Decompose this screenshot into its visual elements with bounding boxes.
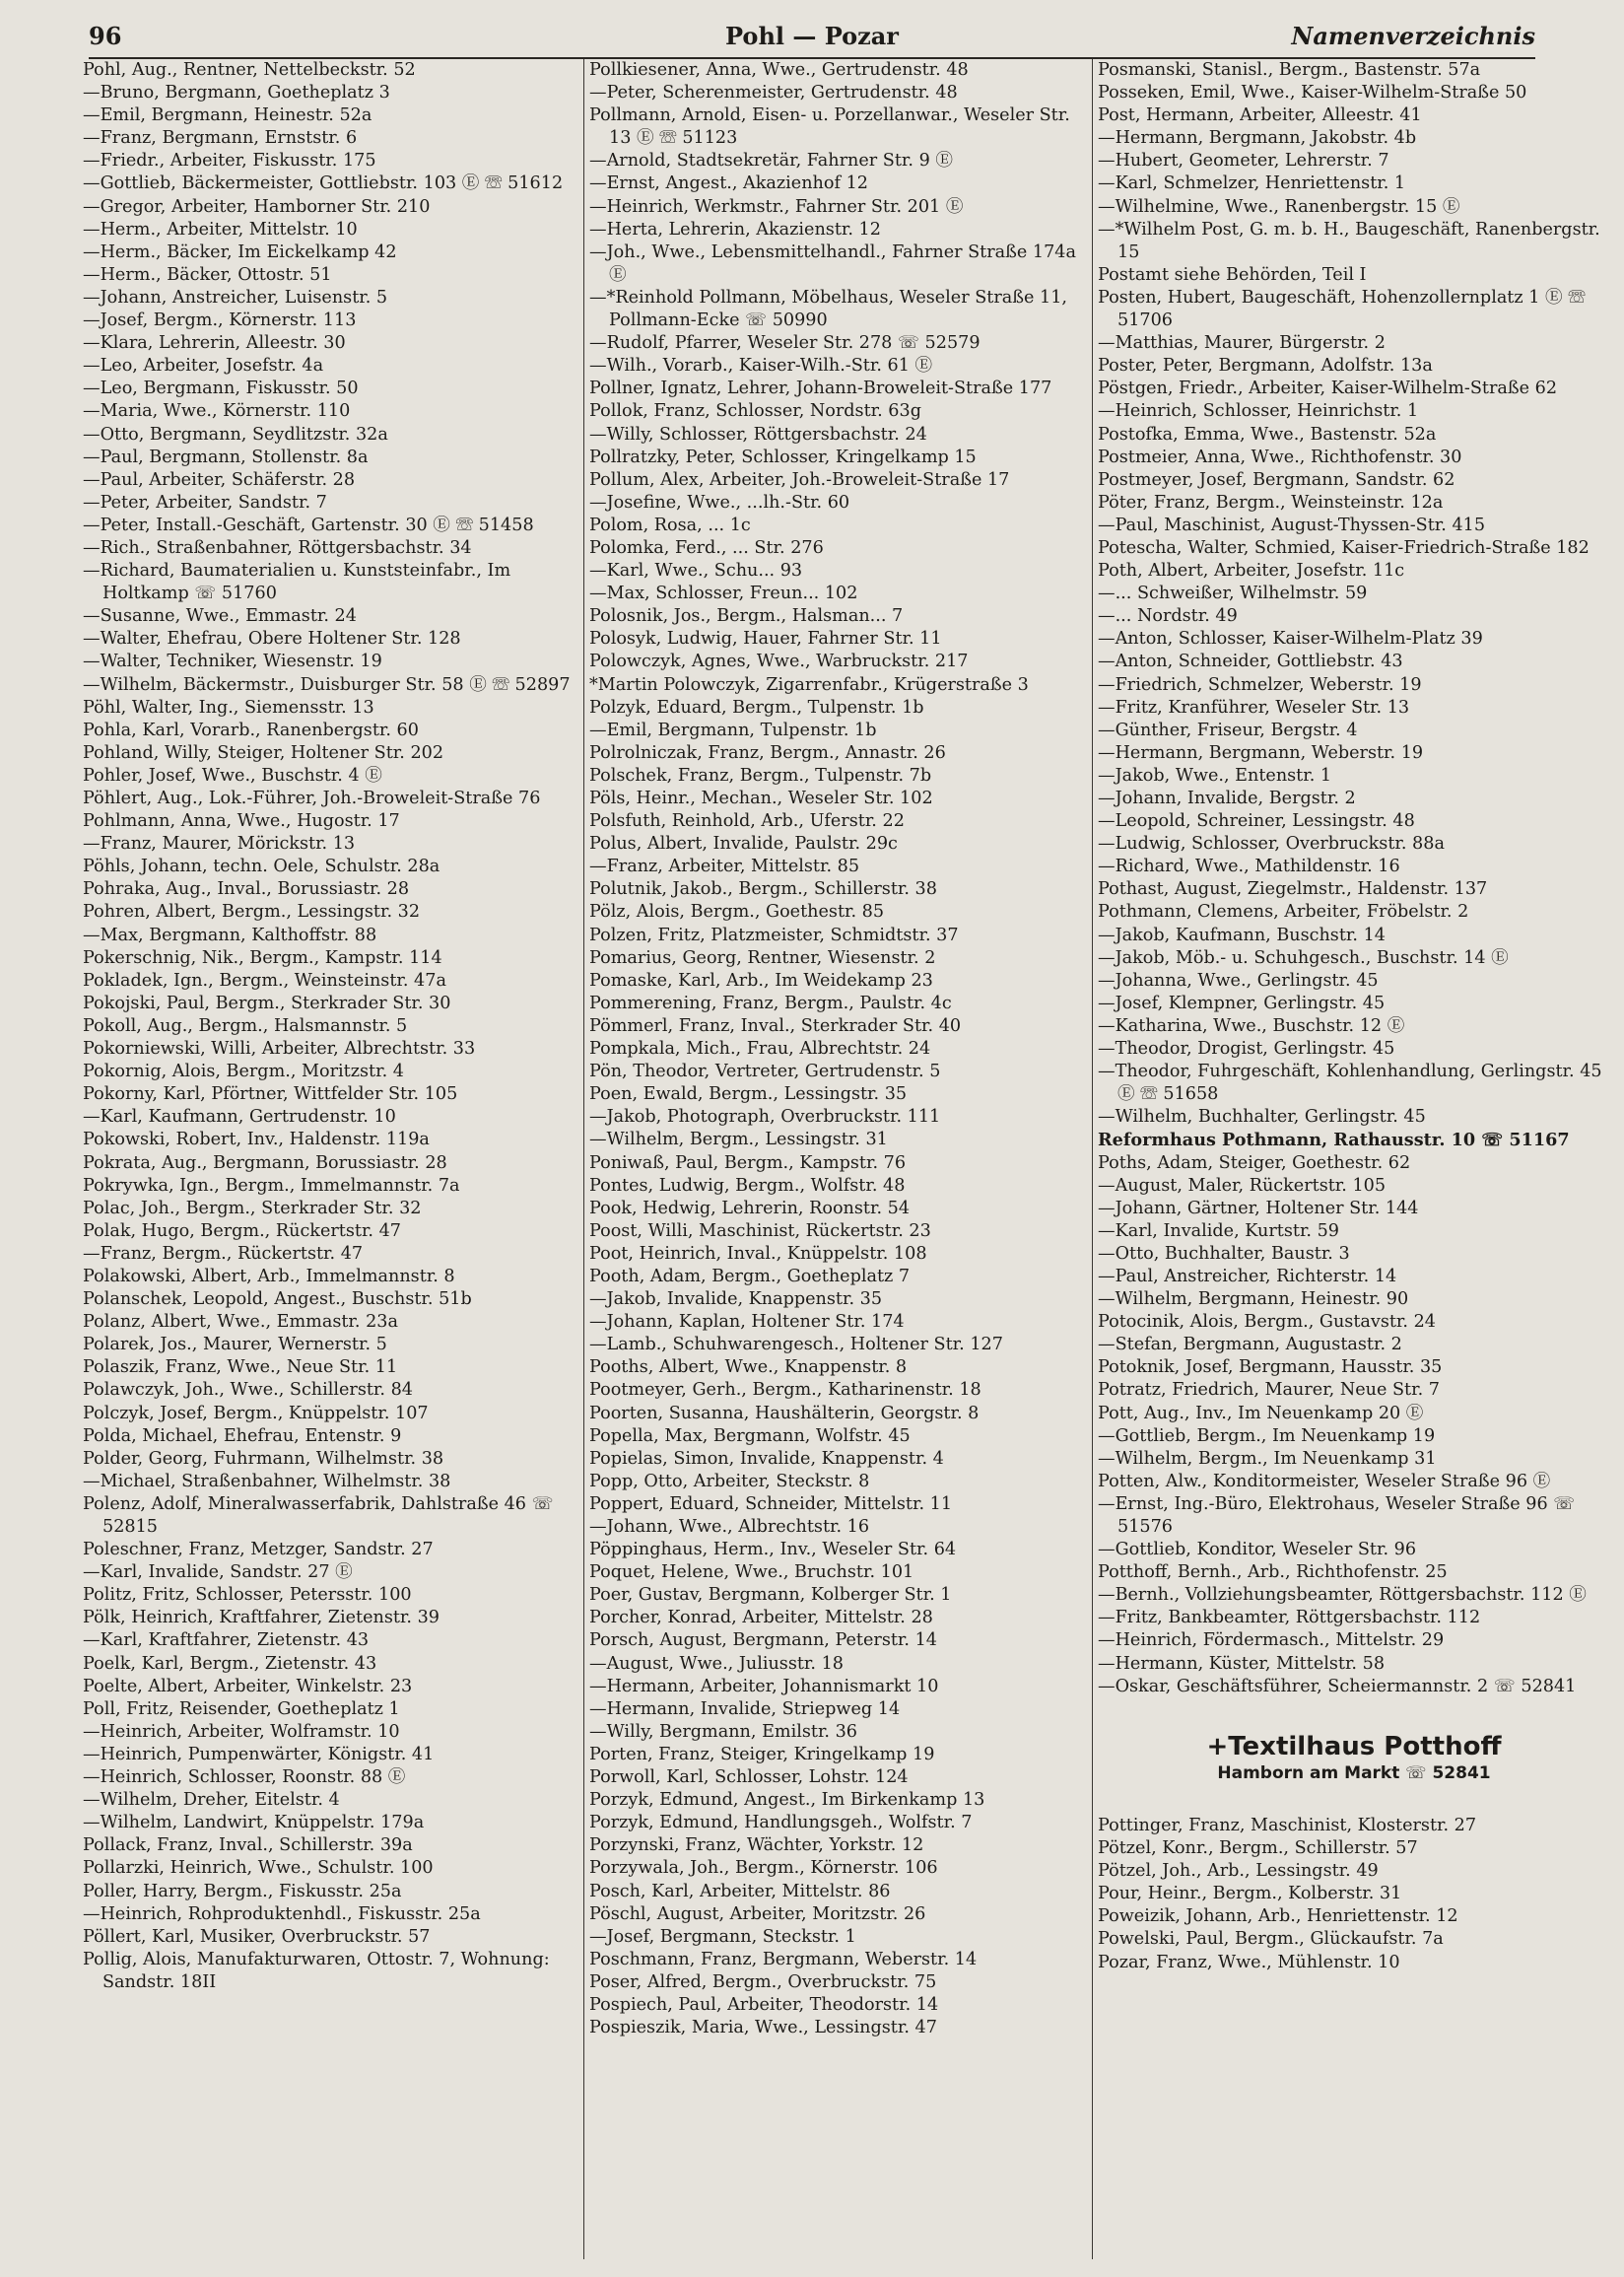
directory-entry: —August, Wwe., Juliusstr. 18 [589,1653,844,1674]
directory-entry: Pöschl, August, Arbeiter, Moritzstr. 26 [589,1903,926,1924]
directory-entry: Polda, Michael, Ehefrau, Entenstr. 9 [83,1425,402,1446]
directory-entry: —Stefan, Bergmann, Augustastr. 2 [1098,1335,1402,1355]
directory-entry: Popella, Max, Bergmann, Wolfstr. 45 [589,1425,911,1446]
directory-entry: Porzyk, Edmund, Angest., Im Birkenkamp 13 [589,1790,985,1811]
directory-entry: *Martin Polowczyk, Zigarrenfabr., Krügerstraße 3 [589,674,1029,695]
directory-entry: Potoknik, Josef, Bergmann, Hausstr. 35 [1098,1357,1443,1378]
directory-entry: Postamt siehe Behörden, Teil I [1098,264,1367,285]
directory-entry: —Wilhelm, Landwirt, Knüppelstr. 179a [83,1813,425,1833]
directory-entry: —Friedr., Arbeiter, Fiskusstr. 175 [83,151,376,172]
directory-entry: —Emil, Bergmann, Tulpenstr. 1b [589,720,877,740]
directory-entry: Polanschek, Leopold, Angest., Buschstr. 51b [83,1289,472,1310]
directory-entry: —Ernst, Ing.-Büro, Elektrohaus, Weseler Straße 96 ☏ 51576 [1098,1493,1576,1537]
directory-entry: Pommerening, Franz, Bergm., Paulstr. 4c [589,993,952,1013]
directory-entry: —Karl, Kraftfahrer, Zietenstr. 43 [83,1630,370,1651]
directory-entry: —Karl, Schmelzer, Henriettenstr. 1 [1098,173,1406,194]
directory-entry: Poth, Albert, Arbeiter, Josefstr. 11c [1098,561,1405,582]
directory-entry: Post, Hermann, Arbeiter, Alleestr. 41 [1098,105,1422,126]
directory-entry: Polarek, Jos., Maurer, Wernerstr. 5 [83,1335,387,1355]
directory-entry: Pollratzky, Peter, Schlosser, Kringelkamp 15 [589,447,977,467]
directory-entry: —Bruno, Bergmann, Goetheplatz 3 [83,83,390,104]
directory-entry: Postmeyer, Josef, Bergmann, Sandstr. 62 [1098,469,1455,490]
directory-entry: Polac, Joh., Bergm., Sterkrader Str. 32 [83,1198,422,1218]
directory-entry: Porzywala, Joh., Bergm., Körnerstr. 106 [589,1858,938,1879]
directory-entry: —Herm., Arbeiter, Mittelstr. 10 [83,219,358,240]
directory-entry: —Richard, Baumaterialien u. Kunststeinfabr., Im Holtkamp ☏ 51760 [83,561,511,604]
directory-entry: Pokrywka, Ign., Bergm., Immelmannstr. 7a [83,1175,460,1196]
directory-entry: —Jakob, Möb.- u. Schuhgesch., Buschstr. 14 Ⓔ [1098,947,1509,968]
column-1 [83,59,581,2257]
directory-entry: Poquet, Helene, Wwe., Bruchstr. 101 [589,1562,914,1583]
directory-entry: —Emil, Bergmann, Heinestr. 52a [83,105,372,126]
directory-entry: —Wilhelm, Bergm., Im Neuenkamp 31 [1098,1448,1437,1469]
directory-entry: —Johann, Anstreicher, Luisenstr. 5 [83,287,388,308]
directory-entry: Potratz, Friedrich, Maurer, Neue Str. 7 [1098,1380,1440,1401]
directory-entry: —Heinrich, Schlosser, Roonstr. 88 Ⓔ [83,1767,406,1788]
directory-entry: —Rudolf, Pfarrer, Weseler Str. 278 ☏ 52579 [589,333,981,354]
directory-entry: Pötzel, Konr., Bergm., Schillerstr. 57 [1098,1838,1418,1859]
directory-entry: Poleschner, Franz, Metzger, Sandstr. 27 [83,1540,434,1560]
directory-entry: Pön, Theodor, Vertreter, Gertrudenstr. 5 [589,1062,941,1082]
directory-entry: —Franz, Arbeiter, Mittelstr. 85 [589,857,860,877]
directory-entry: —Hermann, Bergmann, Jakobstr. 4b [1098,128,1417,149]
directory-entry: Pöls, Heinr., Mechan., Weseler Str. 102 [589,789,933,808]
directory-entry: Poster, Peter, Bergmann, Adolfstr. 13a [1098,356,1433,377]
section-title: Namenverzeichnis [1291,22,1535,50]
directory-entry: Potthoff, Bernh., Arb., Richthofenstr. 25 [1098,1562,1448,1583]
directory-entry: —Max, Schlosser, Freun... 102 [589,584,858,604]
directory-entry: —Josef, Bergm., Körnerstr. 113 [83,310,357,331]
directory-entry: Potescha, Walter, Schmied, Kaiser-Friedrich-Straße 182 [1098,537,1590,558]
directory-entry: —Günther, Friseur, Bergstr. 4 [1098,720,1358,740]
directory-entry: Pollkiesener, Anna, Wwe., Gertrudenstr. 48 [589,60,969,80]
directory-entry: Poorten, Susanna, Haushälterin, Georgstr. 8 [589,1403,980,1423]
directory-entry: Poweizik, Johann, Arb., Henriettenstr. 12 [1098,1906,1458,1927]
directory-entry: Pomarius, Georg, Rentner, Wiesenstr. 2 [589,947,936,968]
directory-entry: Poths, Adam, Steiger, Goethestr. 62 [1098,1152,1411,1173]
directory-entry: —Johann, Kaplan, Holtener Str. 174 [589,1312,905,1333]
directory-entry: Popielas, Simon, Invalide, Knappenstr. 4 [589,1448,944,1469]
directory-entry: —Johann, Invalide, Bergstr. 2 [1098,789,1356,808]
directory-entry: Pöhlert, Aug., Lok.-Führer, Joh.-Broweleit-Straße 76 [83,789,541,808]
directory-entry: Pour, Heinr., Bergm., Kolberstr. 31 [1098,1884,1402,1904]
directory-entry: —Gottlieb, Bäckermeister, Gottliebstr. 103 Ⓔ ☏ 51612 [83,173,564,194]
directory-entry: —Willy, Schlosser, Röttgersbachstr. 24 [589,424,927,445]
directory-entry: —Wilhelm, Bergmann, Heinestr. 90 [1098,1289,1409,1310]
directory-entry: —Friedrich, Schmelzer, Weberstr. 19 [1098,674,1422,695]
directory-entry: Polzyk, Eduard, Bergm., Tulpenstr. 1b [589,697,924,718]
directory-entry: Popp, Otto, Arbeiter, Steckstr. 8 [589,1471,870,1491]
ad-subtitle: Hamborn am Markt ☏ 52841 [1217,1762,1491,1783]
directory-entry: Pomaske, Karl, Arb., Im Weidekamp 23 [589,970,933,991]
directory-entry: —Josef, Klempner, Gerlingstr. 45 [1098,993,1386,1013]
directory-entry: —Heinrich, Rohproduktenhdl., Fiskusstr. 25a [83,1903,481,1924]
directory-entry: Polczyk, Josef, Bergm., Knüppelstr. 107 [83,1403,429,1423]
directory-entry: Poll, Fritz, Reisender, Goetheplatz 1 [83,1698,400,1719]
directory-entry: —Karl, Invalide, Kurtstr. 59 [1098,1220,1339,1241]
directory-entry: Pootmeyer, Gerh., Bergm., Katharinenstr. 18 [589,1380,981,1401]
directory-entry: Pothmann, Clemens, Arbeiter, Fröbelstr. 2 [1098,902,1469,923]
directory-entry: —Karl, Kaufmann, Gertrudenstr. 10 [83,1107,396,1128]
directory-entry: Pospieszik, Maria, Wwe., Lessingstr. 47 [589,2018,937,2038]
directory-entry: —Willy, Bergmann, Emilstr. 36 [589,1721,857,1742]
directory-entry: —Anton, Schneider, Gottliebstr. 43 [1098,652,1403,672]
directory-entry: —Hermann, Bergmann, Weberstr. 19 [1098,742,1424,763]
directory-entry: Pöppinghaus, Herm., Inv., Weseler Str. 64 [589,1540,957,1560]
directory-entry: Pothast, August, Ziegelmstr., Haldenstr. 137 [1098,879,1488,900]
directory-entry: Poller, Harry, Bergm., Fiskusstr. 25a [83,1881,402,1901]
directory-entry: —Paul, Arbeiter, Schäferstr. 28 [83,469,356,490]
directory-entry: —Michael, Straßenbahner, Wilhelmstr. 38 [83,1471,451,1491]
directory-entry: —Walter, Techniker, Wiesenstr. 19 [83,652,382,672]
directory-entry: —Johann, Gärtner, Holtener Str. 144 [1098,1198,1419,1218]
directory-entry: Poost, Willi, Maschinist, Rückertstr. 23 [589,1220,931,1241]
directory-entry: —Leo, Arbeiter, Josefstr. 4a [83,356,324,377]
directory-entry: —Fritz, Bankbeamter, Röttgersbachstr. 112 [1098,1608,1481,1628]
directory-entry: Pontes, Ludwig, Bergm., Wolfstr. 48 [589,1175,906,1196]
directory-entry: Poelte, Albert, Arbeiter, Winkelstr. 23 [83,1676,413,1696]
directory-entry: Pokorniewski, Willi, Arbeiter, Albrechtstr. 33 [83,1039,476,1060]
directory-entry: —Walter, Ehefrau, Obere Holtener Str. 128 [83,629,461,650]
column-3 [1098,59,1610,2257]
directory-entry: —Jakob, Kaufmann, Buschstr. 14 [1098,925,1386,945]
directory-entry: —*Reinhold Pollmann, Möbelhaus, Weseler Straße 11, Pollmann-Ecke ☏ 50990 [589,287,1067,331]
directory-entry: Poot, Heinrich, Inval., Knüppelstr. 108 [589,1243,927,1264]
directory-entry: Polawczyk, Joh., Wwe., Schillerstr. 84 [83,1380,413,1401]
directory-entry: Pollmann, Arnold, Eisen- u. Porzellanwar., Weseler Str. 13 Ⓔ ☏ 51123 [589,105,1070,149]
directory-entry: Pozar, Franz, Wwe., Mühlenstr. 10 [1098,1952,1400,1972]
directory-entry: Polutnik, Jakob., Bergm., Schillerstr. 38 [589,879,937,900]
directory-entry: Pöllert, Karl, Musiker, Overbruckstr. 57 [83,1926,431,1947]
directory-entry: Polosyk, Ludwig, Hauer, Fahrner Str. 11 [589,629,942,650]
directory-entry: Pöhls, Johann, techn. Oele, Schulstr. 28a [83,857,440,877]
directory-entry: —Oskar, Geschäftsführer, Scheiermannstr. 2 ☏ 52841 [1098,1676,1577,1696]
directory-entry: —Leopold, Schreiner, Lessingstr. 48 [1098,811,1415,832]
column-3-entries-continued [1098,1815,1610,1974]
directory-entry: —Herm., Bäcker, Ottostr. 51 [83,264,332,285]
directory-entry: —Jakob, Wwe., Entenstr. 1 [1098,765,1332,786]
directory-entry: Pohler, Josef, Wwe., Buschstr. 4 Ⓔ [83,765,382,786]
directory-entry: —Herta, Lehrerin, Akazienstr. 12 [589,219,881,240]
directory-entry: Pollok, Franz, Schlosser, Nordstr. 63g [589,401,921,422]
directory-entry: —Heinrich, Arbeiter, Wolframstr. 10 [83,1721,400,1742]
directory-entry: —Otto, Bergmann, Seydlitzstr. 32a [83,424,388,445]
directory-entry: —Peter, Scherenmeister, Gertrudenstr. 48 [589,83,958,104]
directory-entry: —Richard, Wwe., Mathildenstr. 16 [1098,857,1400,877]
directory-entry: Pöter, Franz, Bergm., Weinsteinstr. 12a [1098,492,1444,513]
directory-entry: —Ludwig, Schlosser, Overbruckstr. 88a [1098,834,1445,855]
directory-entry: Pohraka, Aug., Inval., Borussiastr. 28 [83,879,410,900]
directory-entry: Pöstgen, Friedr., Arbeiter, Kaiser-Wilhelm-Straße 62 [1098,379,1558,399]
column-2 [589,59,1090,2257]
directory-entry: Pooth, Adam, Bergm., Goetheplatz 7 [589,1266,911,1286]
directory-entry: —Klara, Lehrerin, Alleestr. 30 [83,333,346,354]
directory-entry: —Franz, Bergm., Rückertstr. 47 [83,1243,364,1264]
directory-entry: Polzen, Fritz, Platzmeister, Schmidtstr. 37 [589,925,959,945]
directory-entry: —Heinrich, Werkmstr., Fahrner Str. 201 Ⓔ [589,196,964,217]
directory-entry: Potocinik, Alois, Bergm., Gustavstr. 24 [1098,1312,1436,1333]
directory-entry: Poschmann, Franz, Bergmann, Weberstr. 14 [589,1949,978,1969]
directory-entry: Polomka, Ferd., ... Str. 276 [589,537,824,558]
directory-entry: —Theodor, Fuhrgeschäft, Kohlenhandlung, Gerlingstr. 45 Ⓔ ☏ 51658 [1098,1062,1602,1105]
directory-entry: Poen, Ewald, Bergm., Lessingstr. 35 [589,1084,908,1105]
directory-entry: Polom, Rosa, ... 1c [589,515,751,535]
directory-entry: —Gregor, Arbeiter, Hamborner Str. 210 [83,196,431,217]
directory-entry: Poppert, Eduard, Schneider, Mittelstr. 11 [589,1493,953,1514]
directory-entry: Pokladek, Ign., Bergm., Weinsteinstr. 47a [83,970,446,991]
directory-entry: —Peter, Install.-Geschäft, Gartenstr. 30 Ⓔ ☏ 51458 [83,515,534,535]
directory-entry: Pollum, Alex, Arbeiter, Joh.-Broweleit-Straße 17 [589,469,1010,490]
directory-entry: Poniwaß, Paul, Bergm., Kampstr. 76 [589,1152,907,1173]
directory-entry: Pokorny, Karl, Pförtner, Wittfelder Str. 105 [83,1084,458,1105]
directory-entry: —Hermann, Invalide, Striepweg 14 [589,1698,901,1719]
directory-entry: Pollarzki, Heinrich, Wwe., Schulstr. 100 [83,1858,434,1879]
directory-entry: —Johanna, Wwe., Gerlingstr. 45 [1098,970,1379,991]
directory-entry: —Jakob, Invalide, Knappenstr. 35 [589,1289,883,1310]
directory-entry: Poer, Gustav, Bergmann, Kolberger Str. 1 [589,1585,952,1606]
directory-entry: —Paul, Anstreicher, Richterstr. 14 [1098,1266,1397,1286]
directory-entry: Pokornig, Alois, Bergm., Moritzstr. 4 [83,1062,404,1082]
directory-entry: Polenz, Adolf, Mineralwasserfabrik, Dahlstraße 46 ☏ 52815 [83,1493,554,1537]
directory-entry: —Karl, Invalide, Sandstr. 27 Ⓔ [83,1562,353,1583]
directory-entry: —Wilhelm, Bergm., Lessingstr. 31 [589,1130,888,1150]
directory-entry: Porwoll, Karl, Schlosser, Lohstr. 124 [589,1767,909,1788]
directory-entry: —Joh., Wwe., Lebensmittelhandl., Fahrner Straße 174a Ⓔ [589,242,1076,285]
directory-entry: Polaszik, Franz, Wwe., Neue Str. 11 [83,1357,398,1378]
directory-entry: Pooths, Albert, Wwe., Knappenstr. 8 [589,1357,908,1378]
directory-entry: Polosnik, Jos., Bergm., Halsman... 7 [589,606,904,627]
directory-entry: Pompkala, Mich., Frau, Albrechtstr. 24 [589,1039,931,1060]
advertisement [1098,1731,1610,1785]
directory-entry: —Max, Bergmann, Kalthoffstr. 88 [83,925,377,945]
directory-entry: —Franz, Bergmann, Ernststr. 6 [83,128,358,149]
directory-entry: —Wilh., Vorarb., Kaiser-Wilh.-Str. 61 Ⓔ [589,356,933,377]
directory-entry: —August, Maler, Rückertstr. 105 [1098,1175,1387,1196]
directory-entry: Pohren, Albert, Bergm., Lessingstr. 32 [83,902,421,923]
directory-entry: Pohland, Willy, Steiger, Holtener Str. 202 [83,742,444,763]
directory-entry: Porcher, Konrad, Arbeiter, Mittelstr. 28 [589,1608,933,1628]
directory-entry: Pollig, Alois, Manufakturwaren, Ottostr. 7, Wohnung: Sandstr. 18II [83,1949,550,1992]
directory-entry: Polschek, Franz, Bergm., Tulpenstr. 7b [589,765,932,786]
directory-entry: Pottinger, Franz, Maschinist, Klosterstr. 27 [1098,1815,1477,1835]
directory-entry: Polowczyk, Agnes, Wwe., Warbruckstr. 217 [589,652,969,672]
directory-entry: Posmanski, Stanisl., Bergm., Bastenstr. 57a [1098,60,1481,80]
directory-entry: —Paul, Bergmann, Stollenstr. 8a [83,447,369,467]
directory-entry: —Peter, Arbeiter, Sandstr. 7 [83,492,327,513]
directory-entry: Pokrata, Aug., Bergmann, Borussiastr. 28 [83,1152,447,1173]
ad-title: +Textilhaus Potthoff [1206,1731,1502,1761]
directory-entry: —Hermann, Küster, Mittelstr. 58 [1098,1653,1386,1674]
directory-entry: —Anton, Schlosser, Kaiser-Wilhelm-Platz 39 [1098,629,1483,650]
directory-entry: Posseken, Emil, Wwe., Kaiser-Wilhelm-Straße 50 [1098,83,1527,104]
directory-entry: Porzyk, Edmund, Handlungsgeh., Wolfstr. 7 [589,1813,973,1833]
directory-entry: —Hubert, Geometer, Lehrerstr. 7 [1098,151,1389,172]
directory-entry: Pott, Aug., Inv., Im Neuenkamp 20 Ⓔ [1098,1403,1424,1423]
name-range: Pohl — Pozar [725,22,899,50]
directory-entry: —Katharina, Wwe., Buschstr. 12 Ⓔ [1098,1015,1405,1036]
directory-entry: Porzynski, Franz, Wächter, Yorkstr. 12 [589,1835,924,1856]
directory-entry: Porten, Franz, Steiger, Kringelkamp 19 [589,1744,935,1764]
directory-entry: Pöhl, Walter, Ing., Siemensstr. 13 [83,697,374,718]
directory-entry: —Leo, Bergmann, Fiskusstr. 50 [83,379,359,399]
directory-entry: —Gottlieb, Bergm., Im Neuenkamp 19 [1098,1425,1436,1446]
directory-entry: —Matthias, Maurer, Bürgerstr. 2 [1098,333,1386,354]
directory-entry: Polanz, Albert, Wwe., Emmastr. 23a [83,1312,398,1333]
directory-entry: —Arnold, Stadtsekretär, Fahrner Str. 9 Ⓔ [589,151,953,172]
directory-entry: —Otto, Buchhalter, Baustr. 3 [1098,1243,1350,1264]
directory-entry: —Jakob, Photograph, Overbruckstr. 111 [589,1107,941,1128]
directory-entry: Polak, Hugo, Bergm., Rückertstr. 47 [83,1220,402,1241]
directory-entry: —Herm., Bäcker, Im Eickelkamp 42 [83,242,397,262]
directory-entry: —Heinrich, Schlosser, Heinrichstr. 1 [1098,401,1419,422]
directory-entry: Reformhaus Pothmann, Rathausstr. 10 ☏ 51167 [1098,1130,1570,1151]
directory-entry: Porsch, August, Bergmann, Peterstr. 14 [589,1630,937,1651]
directory-entry: —Wilhelm, Dreher, Eitelstr. 4 [83,1790,340,1811]
directory-entry: Pölz, Alois, Bergm., Goethestr. 85 [589,902,885,923]
directory-entry: —Heinrich, Fördermasch., Mittelstr. 29 [1098,1630,1445,1651]
directory-entry: Pokoll, Aug., Bergm., Halsmannstr. 5 [83,1015,408,1036]
directory-entry: —Johann, Wwe., Albrechtstr. 16 [589,1517,870,1537]
directory-entry: —Josef, Bergmann, Steckstr. 1 [589,1926,856,1947]
directory-entry: —... Schweißer, Wilhelmstr. 59 [1098,584,1368,604]
directory-entry: Polder, Georg, Fuhrmann, Wilhelmstr. 38 [83,1448,444,1469]
directory-entry: Pokerschnig, Nik., Bergm., Kampstr. 114 [83,947,442,968]
directory-entry: —Paul, Maschinist, August-Thyssen-Str. 415 [1098,515,1486,535]
directory-entry: —Fritz, Kranführer, Weseler Str. 13 [1098,697,1410,718]
directory-entry: —Hermann, Arbeiter, Johannismarkt 10 [589,1676,939,1696]
directory-entry: Pokowski, Robert, Inv., Haldenstr. 119a [83,1130,430,1150]
directory-entry: —Wilhelm, Buchhalter, Gerlingstr. 45 [1098,1107,1426,1128]
directory-entry: Pohl, Aug., Rentner, Nettelbeckstr. 52 [83,60,416,80]
directory-entry: Polsfuth, Reinhold, Arb., Uferstr. 22 [589,811,905,832]
directory-entry: —Heinrich, Pumpenwärter, Königstr. 41 [83,1744,435,1764]
directory-entry: —Franz, Maurer, Mörickstr. 13 [83,834,356,855]
directory-entry: Pollack, Franz, Inval., Schillerstr. 39a [83,1835,413,1856]
directory-entry: —Wilhelm, Bäckermstr., Duisburger Str. 58 Ⓔ ☏ 52897 [83,674,571,695]
directory-entry: —Maria, Wwe., Körnerstr. 110 [83,401,351,422]
directory-entry: —... Nordstr. 49 [1098,606,1238,627]
directory-entry: Politz, Fritz, Schlosser, Petersstr. 100 [83,1585,412,1606]
directory-entry: Pohlmann, Anna, Wwe., Hugostr. 17 [83,811,400,832]
directory-entry: Poelk, Karl, Bergm., Zietenstr. 43 [83,1653,377,1674]
column-divider [583,59,584,2259]
directory-entry: Postmeier, Anna, Wwe., Richthofenstr. 30 [1098,447,1462,467]
directory-entry: Pohla, Karl, Vorarb., Ranenbergstr. 60 [83,720,419,740]
directory-entry: —Gottlieb, Konditor, Weseler Str. 96 [1098,1540,1417,1560]
page-header [89,18,1535,59]
directory-entry: Pömmerl, Franz, Inval., Sterkrader Str. 40 [589,1015,962,1036]
directory-entry: Pollner, Ignatz, Lehrer, Johann-Broweleit-Straße 177 [589,379,1052,399]
directory-entry: —Susanne, Wwe., Emmastr. 24 [83,606,357,627]
directory-entry: Posten, Hubert, Baugeschäft, Hohenzollernplatz 1 Ⓔ ☏ 51706 [1098,287,1586,331]
directory-entry: Poser, Alfred, Bergm., Overbruckstr. 75 [589,1971,937,1992]
directory-entry: Polrolniczak, Franz, Bergm., Annastr. 26 [589,742,946,763]
directory-entry: —Rich., Straßenbahner, Röttgersbachstr. 34 [83,537,472,558]
directory-entry: —Josefine, Wwe., ...lh.-Str. 60 [589,492,850,513]
directory-entry: Polakowski, Albert, Arb., Immelmannstr. 8 [83,1266,455,1286]
directory-entry: Posch, Karl, Arbeiter, Mittelstr. 86 [589,1881,891,1901]
directory-entry: Pötzel, Joh., Arb., Lessingstr. 49 [1098,1861,1379,1882]
directory-entry: Pook, Hedwig, Lehrerin, Roonstr. 54 [589,1198,911,1218]
column-3-entries [1098,59,1610,1698]
column-divider [1092,59,1093,2259]
directory-entry: —Ernst, Angest., Akazienhof 12 [589,173,868,194]
directory-entry: Polus, Albert, Invalide, Paulstr. 29c [589,834,898,855]
directory-entry: Powelski, Paul, Bergm., Glückaufstr. 7a [1098,1929,1444,1950]
directory-entry: Pokojski, Paul, Bergm., Sterkrader Str. 30 [83,993,451,1013]
directory-entry: Pölk, Heinrich, Kraftfahrer, Zietenstr. 39 [83,1608,440,1628]
directory-entry: —*Wilhelm Post, G. m. b. H., Baugeschäft, Ranenbergstr. 15 [1098,219,1600,262]
directory-entry: —Bernh., Vollziehungsbeamter, Röttgersbachstr. 112 Ⓔ [1098,1585,1587,1606]
directory-entry: —Lamb., Schuhwarengesch., Holtener Str. 127 [589,1335,1003,1355]
directory-entry: —Theodor, Drogist, Gerlingstr. 45 [1098,1039,1395,1060]
directory-entry: —Wilhelmine, Wwe., Ranenbergstr. 15 Ⓔ [1098,196,1460,217]
directory-entry: —Karl, Wwe., Schu... 93 [589,561,803,582]
page-number: 96 [89,22,122,50]
directory-entry: Pospiech, Paul, Arbeiter, Theodorstr. 14 [589,1994,939,2015]
directory-entry: Postofka, Emma, Wwe., Bastenstr. 52a [1098,424,1437,445]
directory-entry: Potten, Alw., Konditormeister, Weseler Straße 96 Ⓔ [1098,1471,1551,1491]
